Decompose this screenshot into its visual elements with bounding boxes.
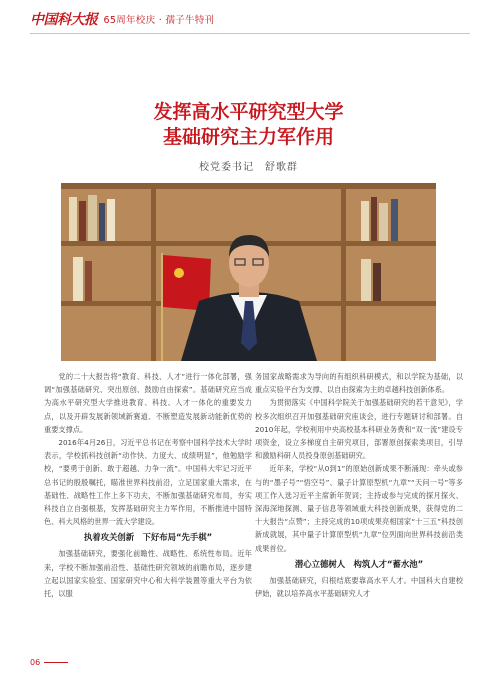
page-number: 06	[30, 658, 41, 667]
left-column	[44, 370, 252, 600]
author-byline: 校党委书记 舒歌群	[199, 162, 298, 173]
section-heading: 潜心立德树人 构筑人才“蓄水池”	[294, 558, 424, 569]
portrait-photo	[61, 183, 436, 361]
article-title	[0, 100, 497, 150]
portrait-illustration	[61, 183, 436, 361]
title-line-2: 基础研究主力军作用	[162, 126, 334, 148]
footer-divider	[44, 662, 68, 663]
paragraph: 务国家战略需求为导向的有组织科研模式，和以学院为基础，以重点实验平台为支撑、以自由探索为主的卓越科技创新体系。	[255, 372, 463, 395]
paragraph: 2016年4月26日，习近平总书记在考察中国科学技术大学时表示，学校抓科技创新“动作快、力度大、成绩明显”，他勉励学校，“要勇于创新、敢于超越、力争一流”。中国科大牢记习近平总书记的殷殷嘱托，瞄准世界科技前沿，立足国家重大需求，在基础性、战略性工作上多下功夫，不断加强基础研究布局，夯实科技自立自强根基，发挥基础研究主力军作用，不断推进中国特色、科大风格的世界一流大学建设。	[44, 438, 252, 527]
page-header	[30, 8, 214, 30]
section-label: 65周年校庆 · 孺子牛特刊	[103, 15, 215, 26]
right-column	[255, 370, 463, 600]
title-line-1: 发挥高水平研究型大学	[153, 101, 344, 123]
paragraph: 加强基础研究，要强化前瞻性、战略性、系统性布局。近年来，学校不断加强前沿性、基础性研究领域的前瞻布局，逐步建立起以国家实验室、国家研究中心和大科学装置等重大平台为依托，以服	[44, 549, 252, 599]
paragraph: 党的二十大报告将“教育、科技、人才”进行一体化部署，强调“加强基础研究、突出原创、鼓励自由探索”。基础研究应当成为高水平研究型大学推进教育、科技、人才一体化的重要发力点，以及开辟发展新领域新赛道、不断塑造发展新动能新优势的重要支撑点。	[44, 372, 252, 434]
paragraph: 为贯彻落实《中国科学院关于加强基础研究的若干意见》，学校多次组织召开加强基础研究座谈会，进行专题研讨和部署。自2010年起，学校利用中央高校基本科研业务费和“双一流”建设专项资金，设立多梯度自主研究项目，部署原创探索类项目，引导和激励科研人员投身原创基础研究。	[255, 398, 463, 461]
newspaper-logo: 中国科大报	[30, 12, 98, 28]
header-divider	[30, 33, 470, 34]
section-heading: 执着攻关创新 下好布局“先手棋”	[83, 532, 213, 543]
paragraph: 加强基础研究，归根结底要靠高水平人才。中国科大自建校伊始，就以培养高水平基础研究人才	[255, 575, 463, 599]
paragraph: 近年来，学校“从0到1”的原始创新成果不断涌现：牵头或参与的“墨子号”“悟空号”、量子计算原型机“九章”“天问一号”等多项工作入选习近平主席新年贺词；主持或参与完成的探月探火、深海深地探测、量子信息等领域重大科技创新成果，获得党的二十大报告“点赞”；主持完成的10项成果亮相国家“十三五”科技创新成就展，其中量子计算原型机“九章”位列面向世界科技前沿类成果首位。	[255, 464, 463, 553]
